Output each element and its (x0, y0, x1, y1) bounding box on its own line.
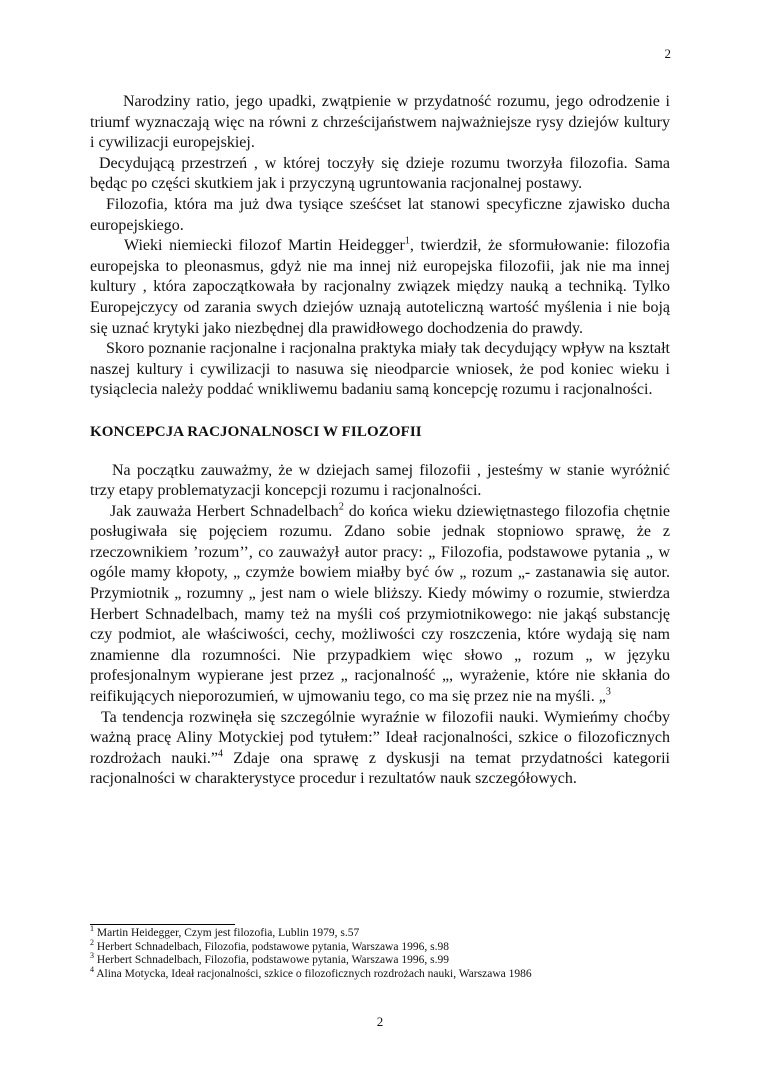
footnote-text: Herbert Schnadelbach, Filozofia, podstawowe pytania, Warszawa 1996, s.99 (94, 954, 449, 966)
footnote-number: 1 (90, 924, 94, 934)
footnote-ref-2: 2 (338, 501, 344, 513)
paragraph-4-text-a: Wieki niemiecki filozof Martin Heidegger (124, 237, 405, 255)
footnote-text: Alina Motycka, Ideał racjonalności, szkice o filozoficznych rozdrożach nauki, Warszawa 1986 (94, 967, 532, 980)
footnote-3 (90, 951, 670, 968)
paragraph-7-text-a: Jak zauważa Herbert Schnadelbach (110, 502, 339, 520)
body-text (90, 92, 670, 790)
footnote-2 (90, 937, 670, 955)
footnote-ref-3: 3 (605, 686, 611, 698)
footnote-ref-4: 4 (217, 748, 223, 760)
footnote-number: 2 (90, 937, 94, 947)
section-heading: KONCEPCJA RACJONALNOSCI W FILOZOFII (90, 423, 422, 440)
paragraph-4-text-b: , twierdził, że sformułowanie: filozofia europejska to pleonasmus, gdyż nie ma innej niż europejska filozofii, jak nie ma innej kultury , która zapoczątkowała by racjonalny związek między nauką a techniką. Tylko Europejczycy od zarania swych dziejów uznają autoteliczną wartość myślenia i nie boją się uznać krytyki jako niezbędnej dla prawidłowego dochodzenia do prawdy. (90, 237, 670, 337)
footnote-ref-1: 1 (404, 235, 410, 247)
page-number-bottom: 2 (376, 1014, 384, 1029)
footnote-4 (90, 964, 670, 982)
paragraph-8-text-b: Zdaje ona sprawę z dyskusji na temat przydatności kategorii racjonalności w charakterystyce procedur i rezultatów nauk szczegółowych. (90, 749, 670, 788)
footnotes (90, 924, 670, 981)
page-number-top: 2 (664, 46, 671, 61)
paragraph-7-text-b: do końca wieku dziewiętnastego filozofia chętnie posługiwała się pojęciem rozumu. Zdano sobie jednak stopniowo sprawę, że z rzeczownikiem ’rozum’’, co zauważył autor pracy: „ Filozofia, podstawowe pytania „ w ogóle mamy kłopoty, „ czymże bowiem miałby być ów „ rozum „- zastanawia się autor. Przymiotnik „ rozumny „ jest nam o wiele bliższy. Kiedy mówimy o rozumie, stwierdza Herbert Schnadelbach, mamy też na myśli coś przymiotnikowego: nie jakąś substancję czy podmiot, ale właściwości, cechy, możliwości czy roszczenia, które wydają się nam znamienne dla rozumności. Nie przypadkiem więc słowo „ rozum „ w języku profesjonalnym wypierane jest przez „ racjonalność „, wyrażenie, które nie skłania do reifikujących nieporozumień, w ujmowaniu tego, co ma się przez nie na myśli. „ (90, 502, 670, 706)
paragraph-5: Skoro poznanie racjonalne i racjonalna praktyka miały tak decydujący wpływ na kształt naszej kultury i cywilizacji to nasuwa się nieodparcie wniosek, że pod koniec wieku i tysiąclecia należy poddać wnikliwemu badaniu samą koncepcję rozumu i racjonalności. (90, 340, 670, 399)
footnote-number: 4 (90, 964, 94, 974)
paragraph-7 (90, 502, 670, 708)
paragraph-4 (90, 236, 670, 339)
footnote-number: 3 (90, 951, 94, 961)
footnote-1 (90, 924, 670, 941)
paragraph-3: Filozofia, która ma już dwa tysiące sześćset lat stanowi specyficzne zjawisko ducha europejskiego. (90, 195, 670, 234)
footnote-separator (90, 924, 235, 925)
paragraph-1: Narodziny ratio, jego upadki, zwątpienie w przydatność rozumu, jego odrodzenie i triumf wyznaczają więc na równi z chrześcijaństwem najważniejsze rysy dziejów kultury i cywilizacji europejskiej. (90, 93, 670, 152)
footnote-text: Martin Heidegger, Czym jest filozofia, Lublin 1979, s.57 (94, 927, 360, 939)
paragraph-2: Decydującą przestrzeń , w której toczyły się dzieje rozumu tworzyła filozofia. Sama będąc po części skutkiem jak i przyczyną ugruntowania racjonalnej postawy. (90, 154, 670, 193)
paragraph-6: Na początku zauważmy, że w dziejach samej filozofii , jesteśmy w stanie wyróżnić trzy etapy problematyzacji koncepcji rozumu i racjonalności. (90, 461, 670, 500)
paragraph-8 (90, 708, 670, 790)
footnote-text: Herbert Schnadelbach, Filozofia, podstawowe pytania, Warszawa 1996, s.98 (94, 940, 449, 953)
paragraph-8-text-a: Ta tendencja rozwinęła się szczególnie wyraźnie w filozofii nauki. Wymieńmy choćby ważną pracę Aliny Motyckiej pod tytułem:” Ideał racjonalności, szkice o filozoficznych rozdrożach nauki.” (90, 708, 670, 767)
